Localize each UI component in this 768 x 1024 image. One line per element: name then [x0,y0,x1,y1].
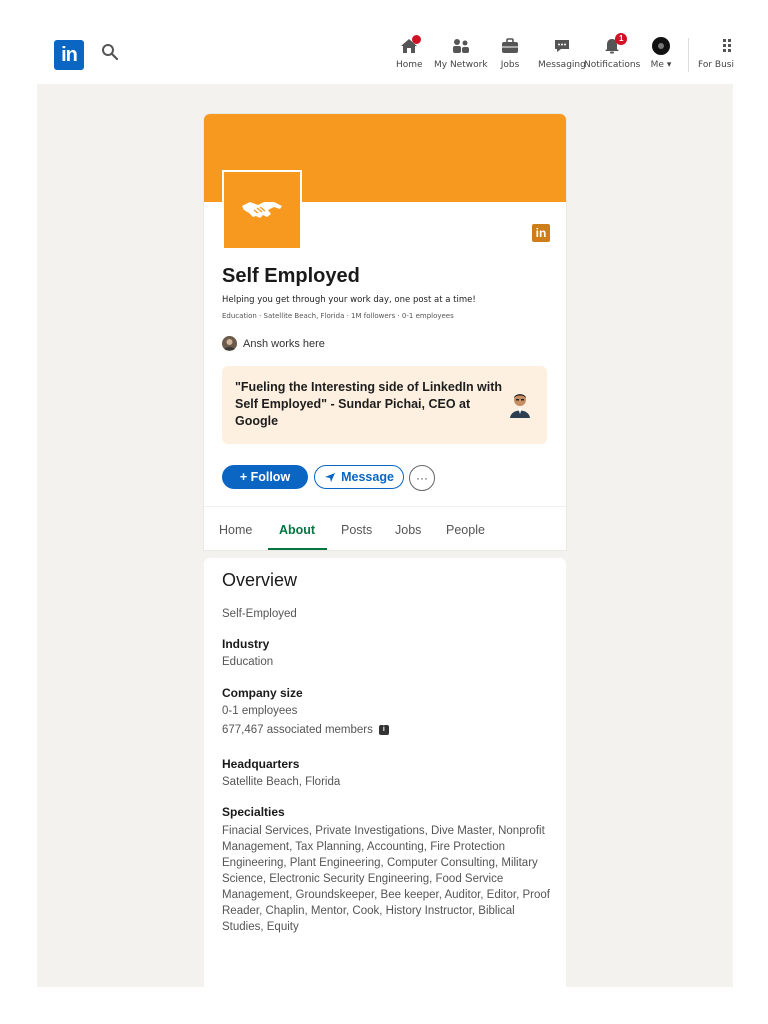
nav-divider [688,38,689,72]
top-navigation [0,0,768,84]
info-icon[interactable]: i [379,725,389,735]
tab-people[interactable]: People [446,523,485,537]
search-icon[interactable] [100,42,122,64]
company-size-value: 0-1 employees [222,705,298,717]
overview-section [204,558,566,987]
grid-icon [718,36,740,56]
active-tab-indicator [268,548,327,550]
network-icon [450,36,472,56]
linkedin-logo[interactable]: in [54,40,84,70]
company-size-label: Company size [222,686,303,700]
handshake-icon [240,196,284,224]
industry-label: Industry [222,637,270,651]
nav-for-business-label: For Busi [698,60,734,70]
associated-members[interactable] [222,724,389,736]
nav-jobs[interactable] [499,36,521,72]
tab-about[interactable]: About [279,523,316,537]
tab-posts[interactable]: Posts [341,523,373,537]
tab-home[interactable]: Home [219,523,253,537]
briefcase-icon [499,36,521,56]
bell-icon [601,36,623,56]
specialties-value: Finacial Services, Private Investigations, Dive Master, Nonprofit Management, Tax Planning, Accounting, Fire Protection Engineering, Plant Engineering, Computer Consulting, Military Science, Electronic Security Engineering, Food Service Management, Groundskeeper, Bee keeper, Auditor, Editor, Proof Reader, Chaplin, Mentor, Cook, History Instructor, Biblical Studies, Equity [222,825,550,933]
employee-connection[interactable] [222,336,325,351]
company-tagline: Helping you get through your work day, one post at a time! [222,295,476,305]
tab-jobs[interactable]: Jobs [395,523,422,537]
employee-note: Ansh works here [243,337,325,350]
home-dot-badge [412,35,421,44]
nav-me-label: Me ▾ [650,60,672,70]
headquarters-value: Satellite Beach, Florida [222,776,341,788]
overview-description: Self-Employed [222,608,297,620]
send-icon [324,472,336,483]
quote-person-avatar [508,392,532,418]
follow-button[interactable]: + Follow [222,465,308,489]
employee-avatar [222,336,237,351]
nav-me[interactable] [650,36,672,72]
nav-home-label: Home [396,60,423,70]
company-name: Self Employed [222,265,360,287]
industry-value: Education [222,656,274,668]
company-profile-card [204,114,566,550]
message-button[interactable] [314,465,404,489]
quote-callout [222,366,547,444]
company-meta: Education · Satellite Beach, Florida · 1M followers · 0-1 employees [222,312,454,320]
nav-notifications-label: Notifications [584,60,641,70]
company-logo[interactable] [222,170,302,250]
caret-down-icon: ▾ [666,60,672,70]
overview-title: Overview [222,570,298,590]
more-options-button[interactable]: ··· [409,465,435,491]
home-icon [398,36,420,56]
message-button-label: Message [341,470,394,484]
notifications-badge: 1 [615,33,627,45]
nav-notifications[interactable] [584,36,640,72]
avatar-icon [650,36,672,56]
linkedin-small-icon: in [532,224,550,242]
nav-my-network-label: My Network [434,60,488,70]
nav-messaging-label: Messaging [538,60,586,70]
nav-jobs-label: Jobs [500,60,520,70]
quote-text: "Fueling the Interesting side of LinkedIn with Self Employed" - Sundar Pichai, CEO at Google [235,380,503,428]
company-tabs [204,506,566,550]
specialties-label: Specialties [222,805,285,819]
nav-home[interactable] [396,36,423,72]
nav-for-business[interactable] [698,36,740,72]
messaging-icon [551,36,573,56]
nav-my-network[interactable] [434,36,488,72]
headquarters-label: Headquarters [222,757,300,771]
nav-messaging[interactable] [538,36,586,72]
associated-members-text: 677,467 associated members [222,724,373,736]
